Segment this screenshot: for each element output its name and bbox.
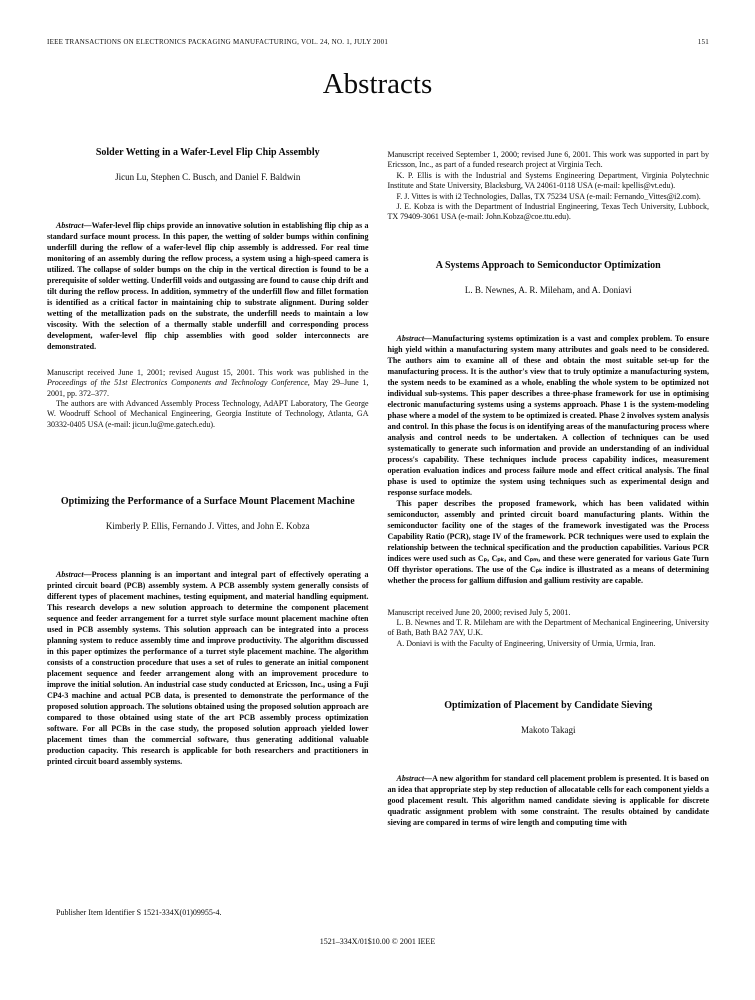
footnote-smt-placement xyxy=(388,150,710,223)
article-solder-wetting xyxy=(47,146,369,352)
copyright-line: 1521–334X/01$10.00 © 2001 IEEE xyxy=(319,937,436,946)
abstract-paragraph xyxy=(388,773,710,828)
article-authors: Jicun Lu, Stephen C. Busch, and Daniel F. Baldwin xyxy=(115,172,301,182)
right-column xyxy=(388,146,710,828)
article-authors: Makoto Takagi xyxy=(521,725,576,736)
abstract-paragraph xyxy=(47,220,369,352)
article-candidate-sieving xyxy=(388,699,710,828)
running-head xyxy=(47,38,709,46)
journal-title: IEEE TRANSACTIONS ON ELECTRONICS PACKAGING MANUFACTURING, VOL. 24, NO. 1, JULY 2001 xyxy=(47,38,389,46)
publisher-item-identifier: Publisher Item Identifier S 1521-334X(01)09955-4. xyxy=(56,908,222,917)
abstract-paragraph xyxy=(47,569,369,767)
article-title: Solder Wetting in a Wafer-Level Flip Chip Assembly xyxy=(95,147,320,158)
footnote-affiliation-doniavi: A. Doniavi is with the Faculty of Engineering, University of Urmia, Urmia, Iran. xyxy=(396,638,656,648)
article-title: Optimization of Placement by Candidate Sieving xyxy=(444,700,653,712)
abstract-label: Abstract— xyxy=(396,333,433,343)
footnote-received-tail: , May 29–June 1, 2001, pp. 372–377. xyxy=(47,378,369,398)
footnote-affiliation-kobza: J. E. Kobza is with the Department of Industrial Engineering, Texas Tech University, Lubbock, TX 79409-3061 USA (e-mail: John.Kobza@coe.ttu.edu). xyxy=(387,202,709,222)
abstract-paragraph xyxy=(388,333,710,498)
footnote-affiliation-vittes: F. J. Vittes is with i2 Technologies, Dallas, TX 75234 USA (e-mail: Fernando_Vittes@i2.com). xyxy=(396,191,701,201)
footnote-received: Manuscript received September 1, 2000; revised June 6, 2001. This work was supported in part by Ericsson, Inc., as part of a funded research project at Virginia Tech. xyxy=(387,150,709,170)
page-number: 151 xyxy=(697,38,709,46)
two-column-body xyxy=(47,146,709,828)
footnote-systems-approach xyxy=(388,608,710,650)
left-column xyxy=(47,146,369,828)
article-authors: L. B. Newnes, A. R. Mileham, and A. Doniavi xyxy=(464,284,632,295)
article-title: Optimizing the Performance of a Surface Mount Placement Machine xyxy=(60,496,355,508)
article-systems-approach xyxy=(388,259,710,586)
footnote-affiliation: The authors are with Advanced Assembly Process Technology, AdAPT Laboratory, The George W. Woodruff School of Mechanical Engineering, Georgia Institute of Technology, Atlanta, GA 30332-0405 USA (e-mail: jicun.lu@me.gatech.edu). xyxy=(47,398,369,429)
abstract-text: Manufacturing systems optimization is a vast and complex problem. To ensure high yield within a manufacturing system many attributes and goals need to be considered. The authors aim to examine all of these and obtain the most suitable set-up for the manufacturing process. It is the author's view that to truly optimize a manufacturing system, the system needs to be examined as a whole, enabling the whole system to be optimized not individual sub-systems. This paper describes a three-phase framework for use in optimising electronic manufacturing systems using a systems approach. Phase 1 is the system-modeling phase where a model of the system to be optimized is created. Phase 2 involves system analysis and control. In this phase the focus is on identifying areas of the manufacturing process where analysis and control needs to be undertaken. A collection of techniques can be used systematically to generate such information and provide an understanding of an individual process's capability. These techniques include process capability indices, measurement operation evaluation indices and process failure mode and effect critical analysis. The final phase is used to optimize the system using techniques such as experimental design and response surface models. xyxy=(387,333,709,497)
article-authors: Kimberly P. Ellis, Fernando J. Vittes, and John E. Kobza xyxy=(105,521,310,532)
abstract-text: Wafer-level flip chips provide an innovative solution in establishing flip chip as a standard surface mount process. In this paper, the wetting of solder bumps within confining underfill during the reflow of a wafer-level flip chip assembly is addressed. For real time monitoring of an assembly during the reflow process, a system using a high-speed camera is utilized. The collapse of solder bumps on the chip in the vertical direction is found to be a prerequisite of solder wetting. Underfill voids and outgassing are found to cause chip drift and tilt during the reflow process. In addition, symmetry of the underfill flow and fillet formation is identified as a critical factor in maintaining chip to substrate alignment. During solder wetting of the metallization pads on the substrate, the underfill needs to maintain a low viscosity. With the selection of a thermally stable underfill and corresponding process development, wafer-level flip chip assemblies with good solder interconnects are demonstrated. xyxy=(47,220,369,351)
abstract-label: Abstract— xyxy=(56,569,92,579)
footnote-received-text: Manuscript received June 1, 2001; revised August 15, 2001. This work was published in the xyxy=(47,367,369,377)
footnote-affiliation-ellis: K. P. Ellis is with the Industrial and Systems Engineering Department, Virginia Polytechnic Institute and State University, Blacksburg, VA 24061-0118 USA (e-mail: kpellis@vt.edu). xyxy=(387,170,709,191)
footnote-affiliation-newnes: L. B. Newnes and T. R. Mileham are with the Department of Mechanical Engineering, University of Bath, Bath BA2 7AY, U.K. xyxy=(387,617,709,638)
page-title: Abstracts xyxy=(322,68,433,100)
article-title: A Systems Approach to Semiconductor Optimization xyxy=(435,259,661,271)
footnote-received: Manuscript received June 20, 2000; revised July 5, 2001. xyxy=(387,607,571,617)
footnote-received xyxy=(47,368,369,399)
abstract-label: Abstract— xyxy=(396,773,433,783)
abstract-label: Abstract— xyxy=(56,220,92,230)
abstract-paragraph-2: This paper describes the proposed framework, which has been validated within semiconductor, assembly and printed circuit board manufacturing plants. Within the semiconductor facility one of the stages of the framework investigated was the Process Capability Ratio (PCR), stage IV of the framework. PCR techniques were used to explain the relationship between the technical specification and the production capabilities. Various PCR indices were used such as Cₚ, Cₚₖ, and Cₚₘ, and these were generated for various Gate Turn Off thyristor operations. The use of the Cₚₖ indice is illustrated as a means of determining whether the process for gallium diffusion and gallium restivity are capable. xyxy=(387,498,709,585)
abstract-text: A new algorithm for standard cell placement problem is presented. It is based on an idea that appropriate step by step reduction of allocatable cells for each component yields a good placement result. This algorithm named candidate sieving is applicable for discrete quadratic assignment problem with some constraint. The results obtained by candidate sieving are compared in terms of wire length and computing time with xyxy=(387,773,709,827)
abstract-text: Process planning is an important and integral part of effectively operating a printed circuit board (PCB) assembly system. A PCB assembly system generally consists of different types of placement machines, testing equipment, and material handling equipment. This research develops a new solution approach to determine the component placement sequence and feeder arrangement for a turret style surface mount placement machine often used in PCB assembly systems. This solution approach can be integrated into a process planning system to reduce assembly time and improve productivity. The algorithm discussed in this paper optimizes the performance of a turret style placement machine. The algorithm consists of a construction procedure that uses a set of rules to generate an initial component placement sequence and feeder arrangement along with an improvement procedure to improve the initial solution. An industrial case study conducted at Ericsson, Inc., using a Fuji CP4-3 machine and actual PCB data, is presented to demonstrate the performance of the proposed solution approach. The solutions obtained using the proposed solution approach are compared to those obtained using state of the art PCB assembly process optimization software. For all PCBs in the case study, the proposed solution approach yielded lower placement times than the commercial software, thus generating additional valuable production capacity. This research is applicable for both researchers and practitioners in printed circuit board assembly systems. xyxy=(47,569,369,766)
footnote-solder-wetting xyxy=(47,368,369,430)
article-smt-placement xyxy=(47,495,369,767)
footnote-proceedings-title: Proceedings of the 51st Electronics Components and Technology Conference xyxy=(47,378,308,388)
